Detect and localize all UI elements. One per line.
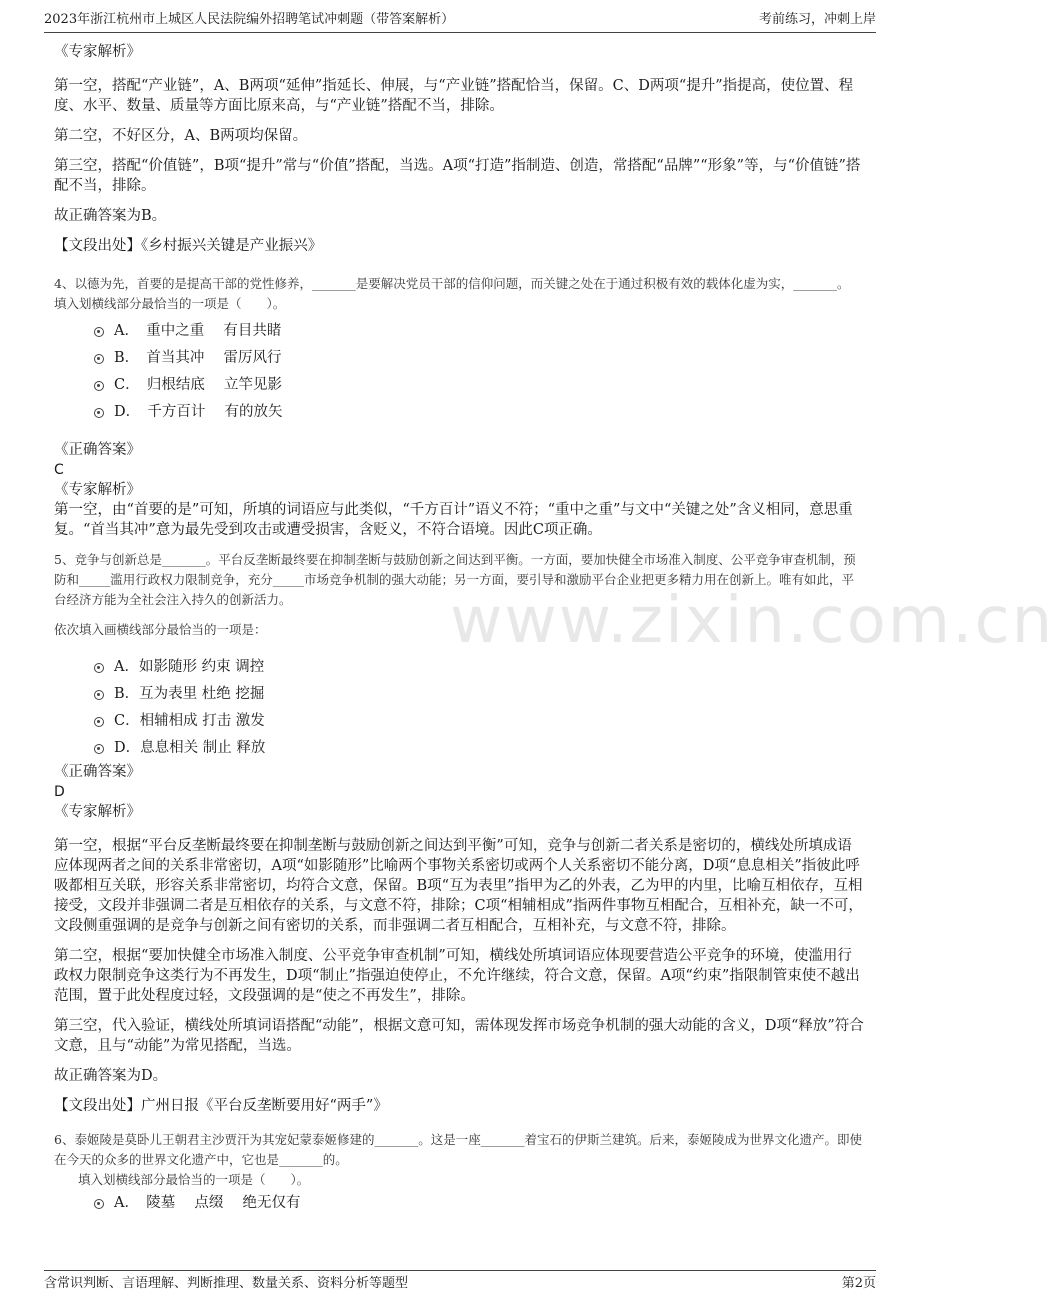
paragraph: 故正确答案为D。	[54, 1068, 168, 1084]
spacer	[54, 936, 866, 946]
option-label: C． 归根结底 立竿见影	[114, 377, 282, 393]
spacer	[54, 256, 866, 274]
page-number: 第2页	[841, 1276, 876, 1291]
option-label: D．息息相关 制止 释放	[114, 740, 266, 756]
spacer	[54, 822, 866, 836]
answer-option[interactable]	[54, 681, 866, 708]
paragraph: 《正确答案》	[54, 764, 141, 780]
spacer	[54, 610, 866, 620]
option-label: A． 重中之重 有目共睹	[114, 323, 282, 339]
option-label: A． 陵墓 点缀 绝无仅有	[114, 1195, 301, 1211]
question-text: 依次填入画横线部分最恰当的一项是：	[54, 622, 267, 637]
spacer	[54, 146, 866, 156]
answer-option[interactable]	[54, 654, 866, 681]
document-title: 2023年浙江杭州市上城区人民法院编外招聘笔试冲刺题（带答案解析）	[44, 12, 455, 27]
question-text: 6、泰姬陵是莫卧儿王朝君主沙贾汗为其宠妃蒙泰姬修建的_______。这是一座_______着宝石的伊斯兰建筑。后来，泰姬陵成为世界文化遗产。即使在今天的众多的世界文化遗产中，它也是_______的。	[54, 1132, 862, 1167]
answer-option[interactable]	[54, 708, 866, 735]
spacer	[54, 1056, 866, 1066]
radio-button-icon[interactable]	[94, 717, 104, 727]
question-prompt: 填入划横线部分最恰当的一项是（ ）。	[78, 1172, 310, 1187]
question-text: 4、以德为先，首要的是提高干部的党性修养，_______是要解决党员干部的信仰问题，而关键之处在于通过积极有效的载体化虚为实，_______。	[54, 276, 850, 291]
document-body	[54, 42, 866, 1217]
answer-option[interactable]	[54, 372, 866, 399]
spacer	[54, 540, 866, 550]
radio-button-icon[interactable]	[94, 690, 104, 700]
spacer	[54, 1006, 866, 1016]
spacer	[54, 1116, 866, 1130]
paragraph: 《专家解析》	[54, 804, 141, 820]
answer-option[interactable]	[54, 1190, 866, 1217]
radio-button-icon[interactable]	[94, 744, 104, 754]
question-text: 5、竞争与创新总是_______。平台反垄断最终要在抑制垄断与鼓励创新之间达到平衡。一方面，要加快健全市场准入制度、公平竞争审查机制，预防和_____滥用行政权力限制竞争，充分_____市场竞争机制的强大动能；另一方面，要引导和激励平台企业把更多精力用在创新上。唯有如此，平台经济方能为全社会注入持久的创新活力。	[54, 552, 856, 607]
answer-option[interactable]	[54, 399, 866, 426]
option-label: C．相辅相成 打击 激发	[114, 713, 265, 729]
radio-button-icon[interactable]	[94, 408, 104, 418]
page-footer	[44, 1270, 876, 1295]
option-label: B．互为表里 杜绝 挖掘	[114, 686, 265, 702]
paragraph: 《正确答案》	[54, 442, 141, 458]
option-label: D． 千方百计 有的放矢	[114, 404, 283, 420]
paragraph: 【文段出处】广州日报《平台反垄断要用好“两手”》	[54, 1098, 388, 1114]
spacer	[54, 1086, 866, 1096]
option-label: B． 首当其冲 雷厉风行	[114, 350, 282, 366]
question-text: 填入划横线部分最恰当的一项是（ ）。	[54, 296, 286, 311]
paragraph: 《专家解析》	[54, 482, 141, 498]
paragraph: 《专家解析》	[54, 44, 141, 60]
radio-button-icon[interactable]	[94, 663, 104, 673]
answer-option[interactable]	[54, 735, 866, 762]
paragraph: 第二空，根据“要加快健全市场准入制度、公平竞争审查机制”可知，横线处所填词语应体现要营造公平竞争的环境，使滥用行政权力限制竞争这类行为不再发生，D项“制止”指强迫使停止，不允许继续，符合文意，保留。A项“约束”指限制管束使不越出范围，置于此处程度过轻，文段强调的是“使之不再发生”，排除。	[54, 948, 860, 1004]
spacer	[54, 62, 866, 76]
spacer	[54, 640, 866, 654]
answer-option[interactable]	[54, 318, 866, 345]
correct-answer: D	[54, 784, 65, 800]
paragraph: 第三空，搭配“价值链”，B项“提升”常与“价值”搭配，当选。A项“打造”指制造、创造，常搭配“品牌”“形象”等，与“价值链”搭配不当，排除。	[54, 158, 861, 194]
watermark: www.zixin.com.cn	[450, 584, 1054, 658]
radio-button-icon[interactable]	[94, 381, 104, 391]
spacer	[54, 196, 866, 206]
radio-button-icon[interactable]	[94, 327, 104, 337]
paragraph: 【文段出处】《乡村振兴关键是产业振兴》	[54, 238, 323, 254]
radio-button-icon[interactable]	[94, 354, 104, 364]
spacer	[54, 226, 866, 236]
paragraph: 第二空，不好区分，A、B两项均保留。	[54, 128, 308, 144]
answer-option[interactable]	[54, 345, 866, 372]
option-label: A．如影随形 约束 调控	[114, 659, 265, 675]
paragraph: 第一空，搭配“产业链”，A、B两项“延伸”指延长、伸展，与“产业链”搭配恰当，保留。C、D两项“提升”指提高，使位置、程度、水平、数量、质量等方面比原来高，与“产业链”搭配不当，排除。	[54, 78, 854, 114]
header-slogan: 考前练习，冲刺上岸	[758, 12, 876, 27]
spacer	[54, 116, 866, 126]
correct-answer: C	[54, 462, 64, 478]
paragraph: 第一空，由“首要的是”可知，所填的词语应与此类似，“千方百计”语义不符；“重中之重”与文中“关键之处”含义相同，意思重复。“首当其冲”意为最先受到攻击或遭受损害，含贬义，不符合语境。因此C项正确。	[54, 502, 853, 538]
footer-subjects: 含常识判断、言语理解、判断推理、数量关系、资料分析等题型	[44, 1276, 409, 1291]
page-header	[44, 10, 876, 33]
radio-button-icon[interactable]	[94, 1199, 104, 1209]
paragraph: 故正确答案为B。	[54, 208, 167, 224]
spacer	[54, 426, 866, 440]
paragraph: 第三空，代入验证，横线处所填词语搭配“动能”，根据文意可知，需体现发挥市场竞争机制的强大动能的含义，D项“释放”符合文意，且与“动能”为常见搭配，当选。	[54, 1018, 864, 1054]
paragraph: 第一空，根据“平台反垄断最终要在抑制垄断与鼓励创新之间达到平衡”可知，竞争与创新二者关系是密切的，横线处所填成语应体现两者之间的关系非常密切，A项“如影随形”比喻两个事物关系密切或两个人关系密切不能分离，D项“息息相关”指彼此呼吸都相互关联，形容关系非常密切，均符合文意，保留。B项“互为表里”指甲为乙的外表，乙为甲的内里，比喻互相依存，互相接受，文段并非强调二者是互相依存的关系，与文意不符，排除；C项“相辅相成”指两件事物互相配合，互相补充，缺一不可，文段侧重强调的是竞争与创新之间有密切的关系，而非强调二者互相配合，互相补充，与文意不符，排除。	[54, 838, 863, 934]
